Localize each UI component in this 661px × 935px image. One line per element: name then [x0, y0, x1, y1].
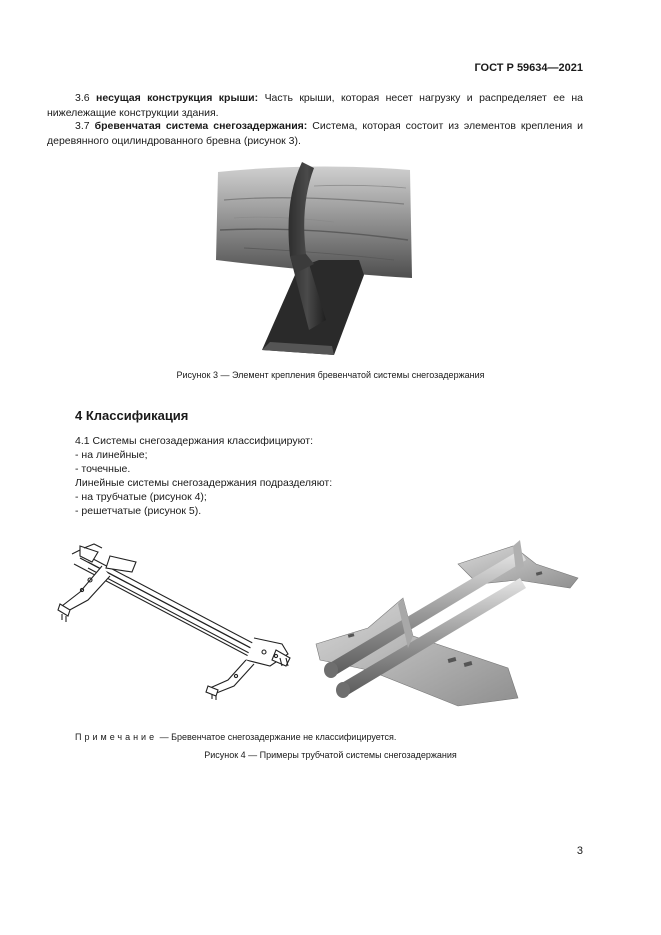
definition-term: бревенчатая система снегозадержания: — [94, 120, 308, 132]
definition-term: несущая конструкция крыши: — [96, 92, 259, 104]
note — [75, 732, 396, 742]
definition-number: 3.7 — [75, 120, 90, 132]
definition-number: 3.6 — [75, 92, 90, 104]
note-label: Примечание — [75, 732, 158, 742]
figure-4-caption: Рисунок 4 — Примеры трубчатой системы снегозадержания — [204, 750, 457, 760]
classification-line-6: - решетчатые (рисунок 5). — [75, 505, 202, 517]
section-4-heading: 4 Классификация — [75, 408, 189, 423]
document-code: ГОСТ Р 59634—2021 — [474, 62, 583, 74]
figure-4-photo-image — [308, 536, 583, 714]
figure-3-log-bracket-image — [214, 160, 414, 355]
classification-line-5: - на трубчатые (рисунок 4); — [75, 491, 207, 503]
definition-3-7 — [47, 119, 583, 148]
note-text: — Бревенчатое снегозадержание не классифицируется. — [157, 732, 397, 742]
classification-line-2: - на линейные; — [75, 449, 148, 461]
classification-line-1: 4.1 Системы снегозадержания классифицируют: — [75, 435, 313, 447]
figure-3-caption: Рисунок 3 — Элемент крепления бревенчатой системы снегозадержания — [176, 370, 485, 380]
definition-3-6 — [47, 91, 583, 120]
classification-line-3: - точечные. — [75, 463, 131, 475]
definition-text: Часть крыши, которая несет нагрузку и распределяет ее на нижележащие конструкции здания. — [47, 92, 583, 119]
classification-line-4: Линейные системы снегозадержания подразделяют: — [75, 477, 333, 489]
page-number: 3 — [576, 845, 583, 857]
figure-4-line-drawing-image — [50, 540, 300, 700]
definition-text: Система, которая состоит из элементов крепления и деревянного оцилиндрованного бревна (рисунок 3). — [47, 120, 583, 147]
